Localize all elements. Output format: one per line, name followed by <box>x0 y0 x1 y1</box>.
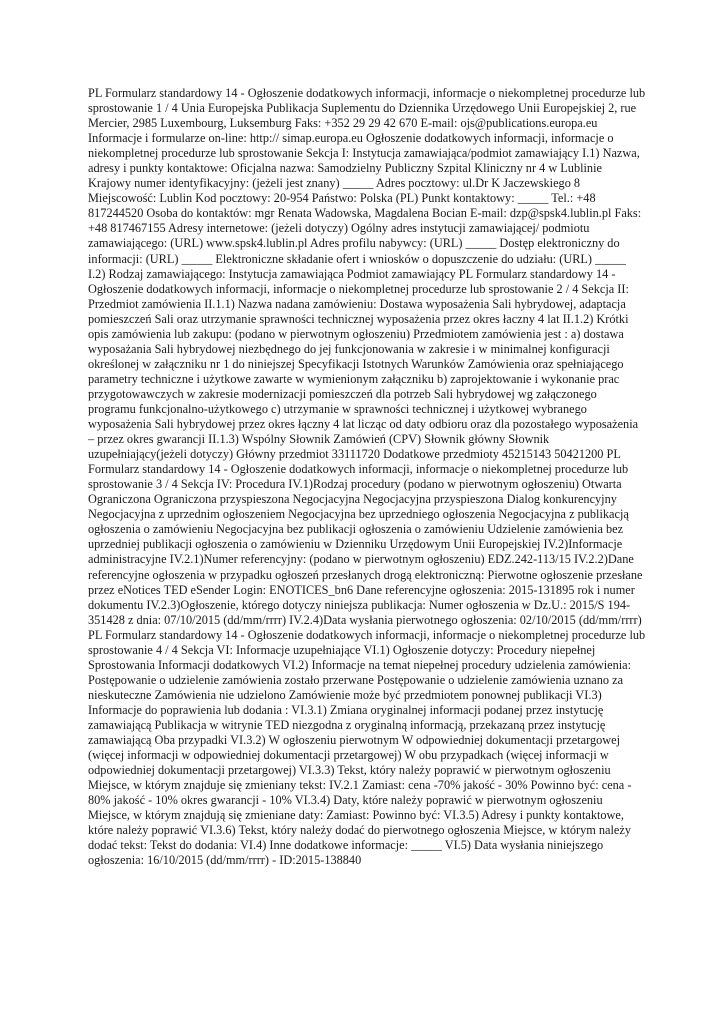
text-line: Miejscowość: Lublin Kod pocztowy: 20-954 Państwo: Polska (PL) Punkt kontaktowy: _____ Tel.: +48 <box>88 191 596 206</box>
text-line: ogłoszenia: 16/10/2015 (dd/mm/rrrr) - ID:2015-138840 <box>88 853 362 868</box>
text-line: PL Formularz standardowy 14 - Ogłoszenie dodatkowych informacji, informacje o niekompletnej procedurze lub <box>88 86 646 100</box>
text-line: programu funkcjonalno-użytkowego c) utrzymanie w sprawności technicznej i użytkowej wybranego <box>88 401 587 416</box>
text-line: Sprostowania Informacji dodatkowych VI.2) Informacje na temat niepełnej procedury udzielenia zamówienia: <box>88 657 632 672</box>
text-line: Ogłoszenie dodatkowych informacji, informacje o niekompletnej procedurze lub sprostowanie 2 / 4 Sekcja II: <box>88 281 629 296</box>
text-line: administracyjne IV.2.1)Numer referencyjny: (podano w pierwotnym ogłoszeniu) EDZ.242-113/15 IV.2.2)Dane <box>88 552 634 567</box>
text-line: przygotowawczych w zakresie modernizacji pomieszczeń dla potrzeb Sali hybrydowej wg załączonego <box>88 386 597 401</box>
text-line: Miejsce, w którym znajdują się zmieniane daty: Zamiast: Powinno być: VI.3.5) Adresy i punkty kontaktowe, <box>88 808 624 823</box>
text-line: PL Formularz standardowy 14 - Ogłoszenie dodatkowych informacji, informacje o niekompletnej procedurze lub <box>88 627 646 642</box>
text-line: Informacje i formularze on-line: http:// simap.europa.eu Ogłoszenie dodatkowych informacji, informacje o <box>88 131 614 146</box>
text-line: sprostowanie 3 / 4 Sekcja IV: Procedura IV.1)Rodzaj procedury (podano w pierwotnym ogłoszeniu) Otwarta <box>88 477 622 492</box>
text-line: 80% jakość - 10% okres gwarancji - 10% VI.3.4) Daty, które należy poprawić w pierwotnym ogłoszeniu <box>88 793 603 808</box>
text-line: zamawiającą Publikacja w witrynie TED niezgodna z oryginalną informacją, przekazaną przez instytucję <box>88 717 606 732</box>
text-line: adresy i punkty kontaktowe: Oficjalna nazwa: Samodzielny Publiczny Szpital Kliniczny nr 4 w Lublinie <box>88 161 602 176</box>
text-line: zamawiającą Oba przypadki VI.3.2) W ogłoszeniu pierwotnym W odpowiedniej dokumentacji przetargowej <box>88 733 621 748</box>
text-line: Krajowy numer identyfikacyjny: (jeżeli jest znany) _____ Adres pocztowy: ul.Dr K Jaczewskiego 8 <box>88 176 581 191</box>
text-line: nieskuteczne Zamówienia nie udzielono Zamówienie może być przedmiotem ponownej publikacji VI.3) <box>88 687 602 702</box>
text-line: wyposażenia Sali hybrydowej przez okres łączny 4 lat licząc od daty odbioru oraz dla pozostałego wyposażenia <box>88 417 639 432</box>
text-line: uprzedniej publikacji ogłoszenia o zamówieniu w Dzienniku Urzędowym Unii Europejskiej IV.2)Informacje <box>88 537 623 552</box>
text-line: uzupełniający(jeżeli dotyczy) Główny przedmiot 33111720 Dodatkowe przedmioty 45215143 50421200 PL <box>88 447 621 462</box>
text-line: które należy poprawić VI.3.6) Tekst, który należy dodać do pierwotnego ogłoszenia Miejsce, w którym należy <box>88 823 631 838</box>
text-line: 817244520 Osoba do kontaktów: mgr Renata Wadowska, Magdalena Bocian E-mail: dzp@spsk4.lublin.pl Faks: <box>88 206 642 221</box>
text-line: (więcej informacji w odpowiedniej dokumentacji przetargowej) W obu przypadkach (więcej informacji w <box>88 748 609 763</box>
text-line: Formularz standardowy 14 - Ogłoszenie dodatkowych informacji, informacje o niekompletnej procedurze lub <box>88 462 629 477</box>
text-line: Negocjacyjna z uprzednim ogłoszeniem Negocjacyjna bez uprzedniego ogłoszenia Negocjacyjna z publikacją <box>88 507 629 522</box>
text-line: odpowiedniej dokumentacji przetargowej) VI.3.3) Tekst, który należy poprawić w pierwotnym ogłoszeniu <box>88 763 611 778</box>
text-line: 351428 z dnia: 07/10/2015 (dd/mm/rrrr) IV.2.4)Data wysłania pierwotnego ogłoszenia: 02/10/2015 (dd/mm/rrrr) <box>88 612 642 627</box>
text-line: Ograniczona Ograniczona przyspieszona Negocjacyjna Negocjacyjna przyspieszona Dialog konkurencyjny <box>88 492 617 507</box>
text-line: wyposażania Sali hybrydowej niezbędnego do jej funkcjonowania w zakresie i w minimalnej konfiguracji <box>88 341 610 356</box>
text-line: – przez okres gwarancji II.1.3) Wspólny Słownik Zamówień (CPV) Słownik główny Słownik <box>88 432 550 447</box>
text-line: niekompletnej procedurze lub sprostowanie Sekcja I: Instytucja zamawiająca/podmiot zamawiający I.1) Nazwa, <box>88 146 640 161</box>
text-line: Mercier, 2985 Luxembourg, Luksemburg Faks: +352 29 29 42 670 E-mail: ojs@publications.europa.eu <box>88 116 598 131</box>
text-line: zamawiającego: (URL) www.spsk4.lublin.pl Adres profilu nabywcy: (URL) _____ Dostęp elektroniczny do <box>88 236 620 251</box>
text-line: pomieszczeń Sali oraz utrzymanie sprawności technicznej wyposażenia przez okres łaczny 4 lat II.1.2) Krótki <box>88 311 629 326</box>
text-line: I.2) Rodzaj zamawiającego: Instytucja zamawiająca Podmiot zamawiający PL Formularz standardowy 14 - <box>88 266 616 281</box>
document-body-text <box>88 86 648 868</box>
text-line: ogłoszenia o zamówieniu Negocjacyjna bez publikacji ogłoszenia o zamówieniu Udzielenie zamówienia bez <box>88 522 624 537</box>
text-line: Postępowanie o udzielenie zamówienia zostało przerwane Postępowanie o udzielenie zamówienia uznano za <box>88 672 624 687</box>
text-line: opis zamówienia lub zakupu: (podano w pierwotnym ogłoszeniu) Przedmiotem zamówienia jest : a) dostawa <box>88 326 624 341</box>
text-line: sprostowanie 4 / 4 Sekcja VI: Informacje uzupełniające VI.1) Ogłoszenie dotyczy: Procedury niepełnej <box>88 642 596 657</box>
text-line: sprostowanie 1 / 4 Unia Europejska Publikacja Suplementu do Dziennika Urzędowego Unii Europejskiej 2, rue <box>88 101 637 116</box>
text-line: dokumentu IV.2.3)Ogłoszenie, którego dotyczy niniejsza publikacja: Numer ogłoszenia w Dz.U.: 2015/S 194- <box>88 597 631 612</box>
text-line: dodać tekst: Tekst do dodania: VI.4) Inne dodatkowe informacje: _____ VI.5) Data wysłania niniejszego <box>88 838 604 853</box>
text-line: przez eNotices TED eSender Login: ENOTICES_bn6 Dane referencyjne ogłoszenia: 2015-131895 rok i numer <box>88 582 635 597</box>
text-line: określonej w załączniku nr 1 do niniejszej Specyfikacji Istotnych Warunków Zamówienia oraz spełniającego <box>88 356 624 371</box>
document-page <box>88 86 648 868</box>
text-line: Informacje do poprawienia lub dodania : VI.3.1) Zmiana oryginalnej informacji podanej przez instytucję <box>88 702 604 717</box>
text-line: referencyjne ogłoszenia w przypadku ogłoszeń przesłanych drogą elektroniczną: Pierwotne ogłoszenie przesłane <box>88 567 643 582</box>
text-line: informacji: (URL) _____ Elektroniczne składanie ofert i wniosków o dopuszczenie do udziału: (URL) _____ <box>88 251 626 266</box>
text-line: Miejsce, w którym znajduje się zmieniany tekst: IV.2.1 Zamiast: cena -70% jakość - 30% Powinno być: cena - <box>88 778 632 793</box>
text-line: Przedmiot zamówienia II.1.1) Nazwa nadana zamówieniu: Dostawa wyposażenia Sali hybrydowej, adaptacja <box>88 296 626 311</box>
text-line: parametry techniczne i użytkowe zawarte w wymienionym załączniku b) zaprojektowanie i wykonanie prac <box>88 371 620 386</box>
text-line: +48 817467155 Adresy internetowe: (jeżeli dotyczy) Ogólny adres instytucji zamawiającej/ podmiotu <box>88 221 590 236</box>
